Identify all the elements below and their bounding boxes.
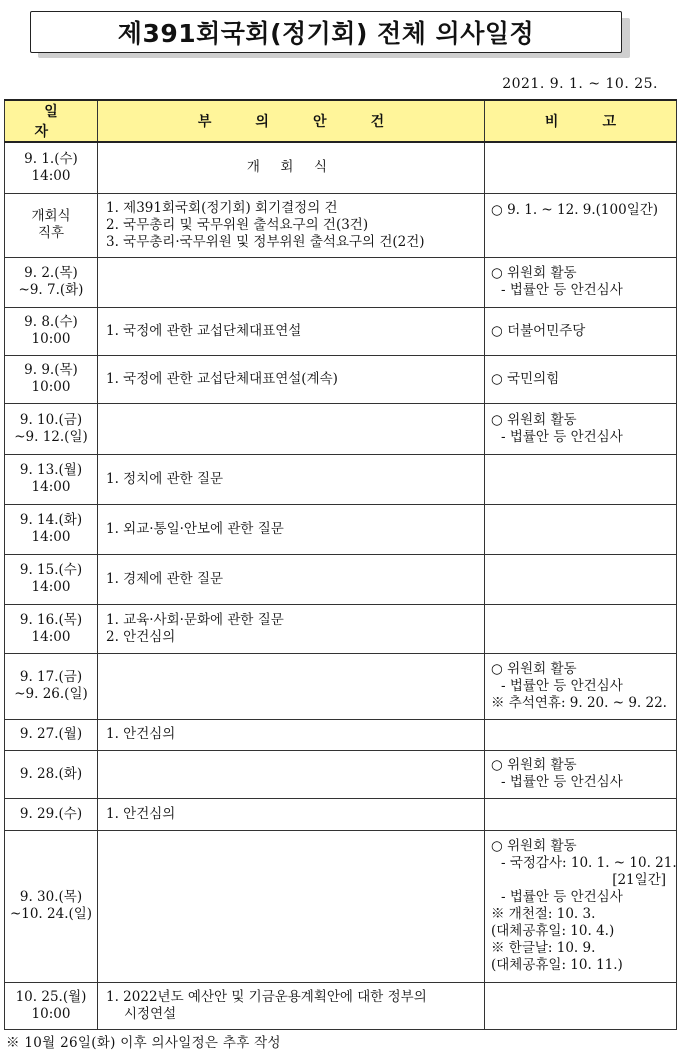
agenda-cell: [98, 653, 485, 719]
table-row: [5, 982, 677, 1029]
date-cell: 9. 14.(화) 14:00: [5, 504, 98, 554]
agenda-cell: 1. 정치에 관한 질문: [98, 454, 485, 504]
table-row: [5, 719, 677, 750]
date-cell: 9. 13.(월) 14:00: [5, 454, 98, 504]
table-row: [5, 454, 677, 504]
table-header-row: [5, 100, 677, 142]
note-cell: [485, 142, 677, 193]
date-cell: 개회식 직후: [5, 193, 98, 257]
date-cell: 9. 10.(금) ~9. 12.(일): [5, 403, 98, 454]
agenda-cell: 1. 제391회국회(정기회) 회기결정의 건 2. 국무총리 및 국무위원 출석요구의 건(3건) 3. 국무총리·국무위원 및 정부위원 출석요구의 건(2건): [98, 193, 485, 257]
note-cell: ○ 위원회 활동 - 법률안 등 안건심사: [485, 750, 677, 798]
agenda-cell: 개 회 식: [98, 142, 485, 193]
table-row: [5, 604, 677, 653]
table-row: [5, 653, 677, 719]
date-cell: 9. 1.(수) 14:00: [5, 142, 98, 193]
note-cell: ○ 국민의힘: [485, 355, 677, 403]
date-cell: 10. 25.(월) 10:00: [5, 982, 98, 1029]
date-cell: 9. 27.(월): [5, 719, 98, 750]
date-cell: 9. 16.(목) 14:00: [5, 604, 98, 653]
note-cell: [485, 454, 677, 504]
note-cell: [485, 554, 677, 604]
agenda-cell: 1. 안건심의: [98, 719, 485, 750]
agenda-cell: 1. 안건심의: [98, 798, 485, 830]
note-cell: [485, 719, 677, 750]
date-cell: 9. 9.(목) 10:00: [5, 355, 98, 403]
date-cell: 9. 8.(수) 10:00: [5, 307, 98, 355]
table-row: [5, 193, 677, 257]
date-cell: 9. 17.(금) ~9. 26.(일): [5, 653, 98, 719]
agenda-cell: 1. 국정에 관한 교섭단체대표연설: [98, 307, 485, 355]
date-cell: 9. 2.(목) ~9. 7.(화): [5, 257, 98, 307]
table-row: [5, 554, 677, 604]
note-cell: [485, 798, 677, 830]
date-cell: 9. 30.(목) ~10. 24.(일): [5, 830, 98, 982]
agenda-cell: 1. 외교·통일·안보에 관한 질문: [98, 504, 485, 554]
note-cell: ○ 더불어민주당: [485, 307, 677, 355]
header-date: 일 자: [5, 100, 98, 142]
table-row: [5, 403, 677, 454]
agenda-cell: 1. 교육·사회·문화에 관한 질문 2. 안건심의: [98, 604, 485, 653]
table-row: [5, 830, 677, 982]
agenda-cell: [98, 403, 485, 454]
footnote: ※ 10월 26일(화) 이후 의사일정은 추후 작성: [6, 1035, 281, 1051]
header-agenda: 부 의 안 건: [98, 100, 485, 142]
date-range: 2021. 9. 1. ~ 10. 25.: [502, 76, 658, 92]
date-cell: 9. 29.(수): [5, 798, 98, 830]
table-row: [5, 307, 677, 355]
note-cell: [485, 604, 677, 653]
note-cell: ○ 위원회 활동 - 법률안 등 안건심사 ※ 추석연휴: 9. 20. ~ 9. 22.: [485, 653, 677, 719]
schedule-table: [4, 99, 677, 1030]
table-row: [5, 750, 677, 798]
agenda-cell: 1. 국정에 관한 교섭단체대표연설(계속): [98, 355, 485, 403]
table-row: [5, 355, 677, 403]
agenda-cell: 1. 경제에 관한 질문: [98, 554, 485, 604]
agenda-cell: [98, 257, 485, 307]
agenda-cell: [98, 750, 485, 798]
table-row: [5, 257, 677, 307]
note-cell: [485, 982, 677, 1029]
table-row: [5, 142, 677, 193]
header-note: 비 고: [485, 100, 677, 142]
page-title: 제391회국회(정기회) 전체 의사일정: [30, 11, 622, 53]
note-cell: ○ 위원회 활동 - 법률안 등 안건심사: [485, 403, 677, 454]
note-cell: ○ 위원회 활동 - 법률안 등 안건심사: [485, 257, 677, 307]
table-row: [5, 798, 677, 830]
note-cell: ○ 위원회 활동 - 국정감사: 10. 1. ~ 10. 21. [21일간] - 법률안 등 안건심사 ※ 개천절: 10. 3. (대체공휴일: 10. 4.) ※ 한글날: 10. 9. (대체공휴일: 10. 11.): [485, 830, 677, 982]
agenda-cell: [98, 830, 485, 982]
agenda-cell: 1. 2022년도 예산안 및 기금운용계획안에 대한 정부의 시정연설: [98, 982, 485, 1029]
note-cell: ○ 9. 1. ~ 12. 9.(100일간): [485, 193, 677, 257]
table-row: [5, 504, 677, 554]
date-cell: 9. 28.(화): [5, 750, 98, 798]
note-cell: [485, 504, 677, 554]
date-cell: 9. 15.(수) 14:00: [5, 554, 98, 604]
